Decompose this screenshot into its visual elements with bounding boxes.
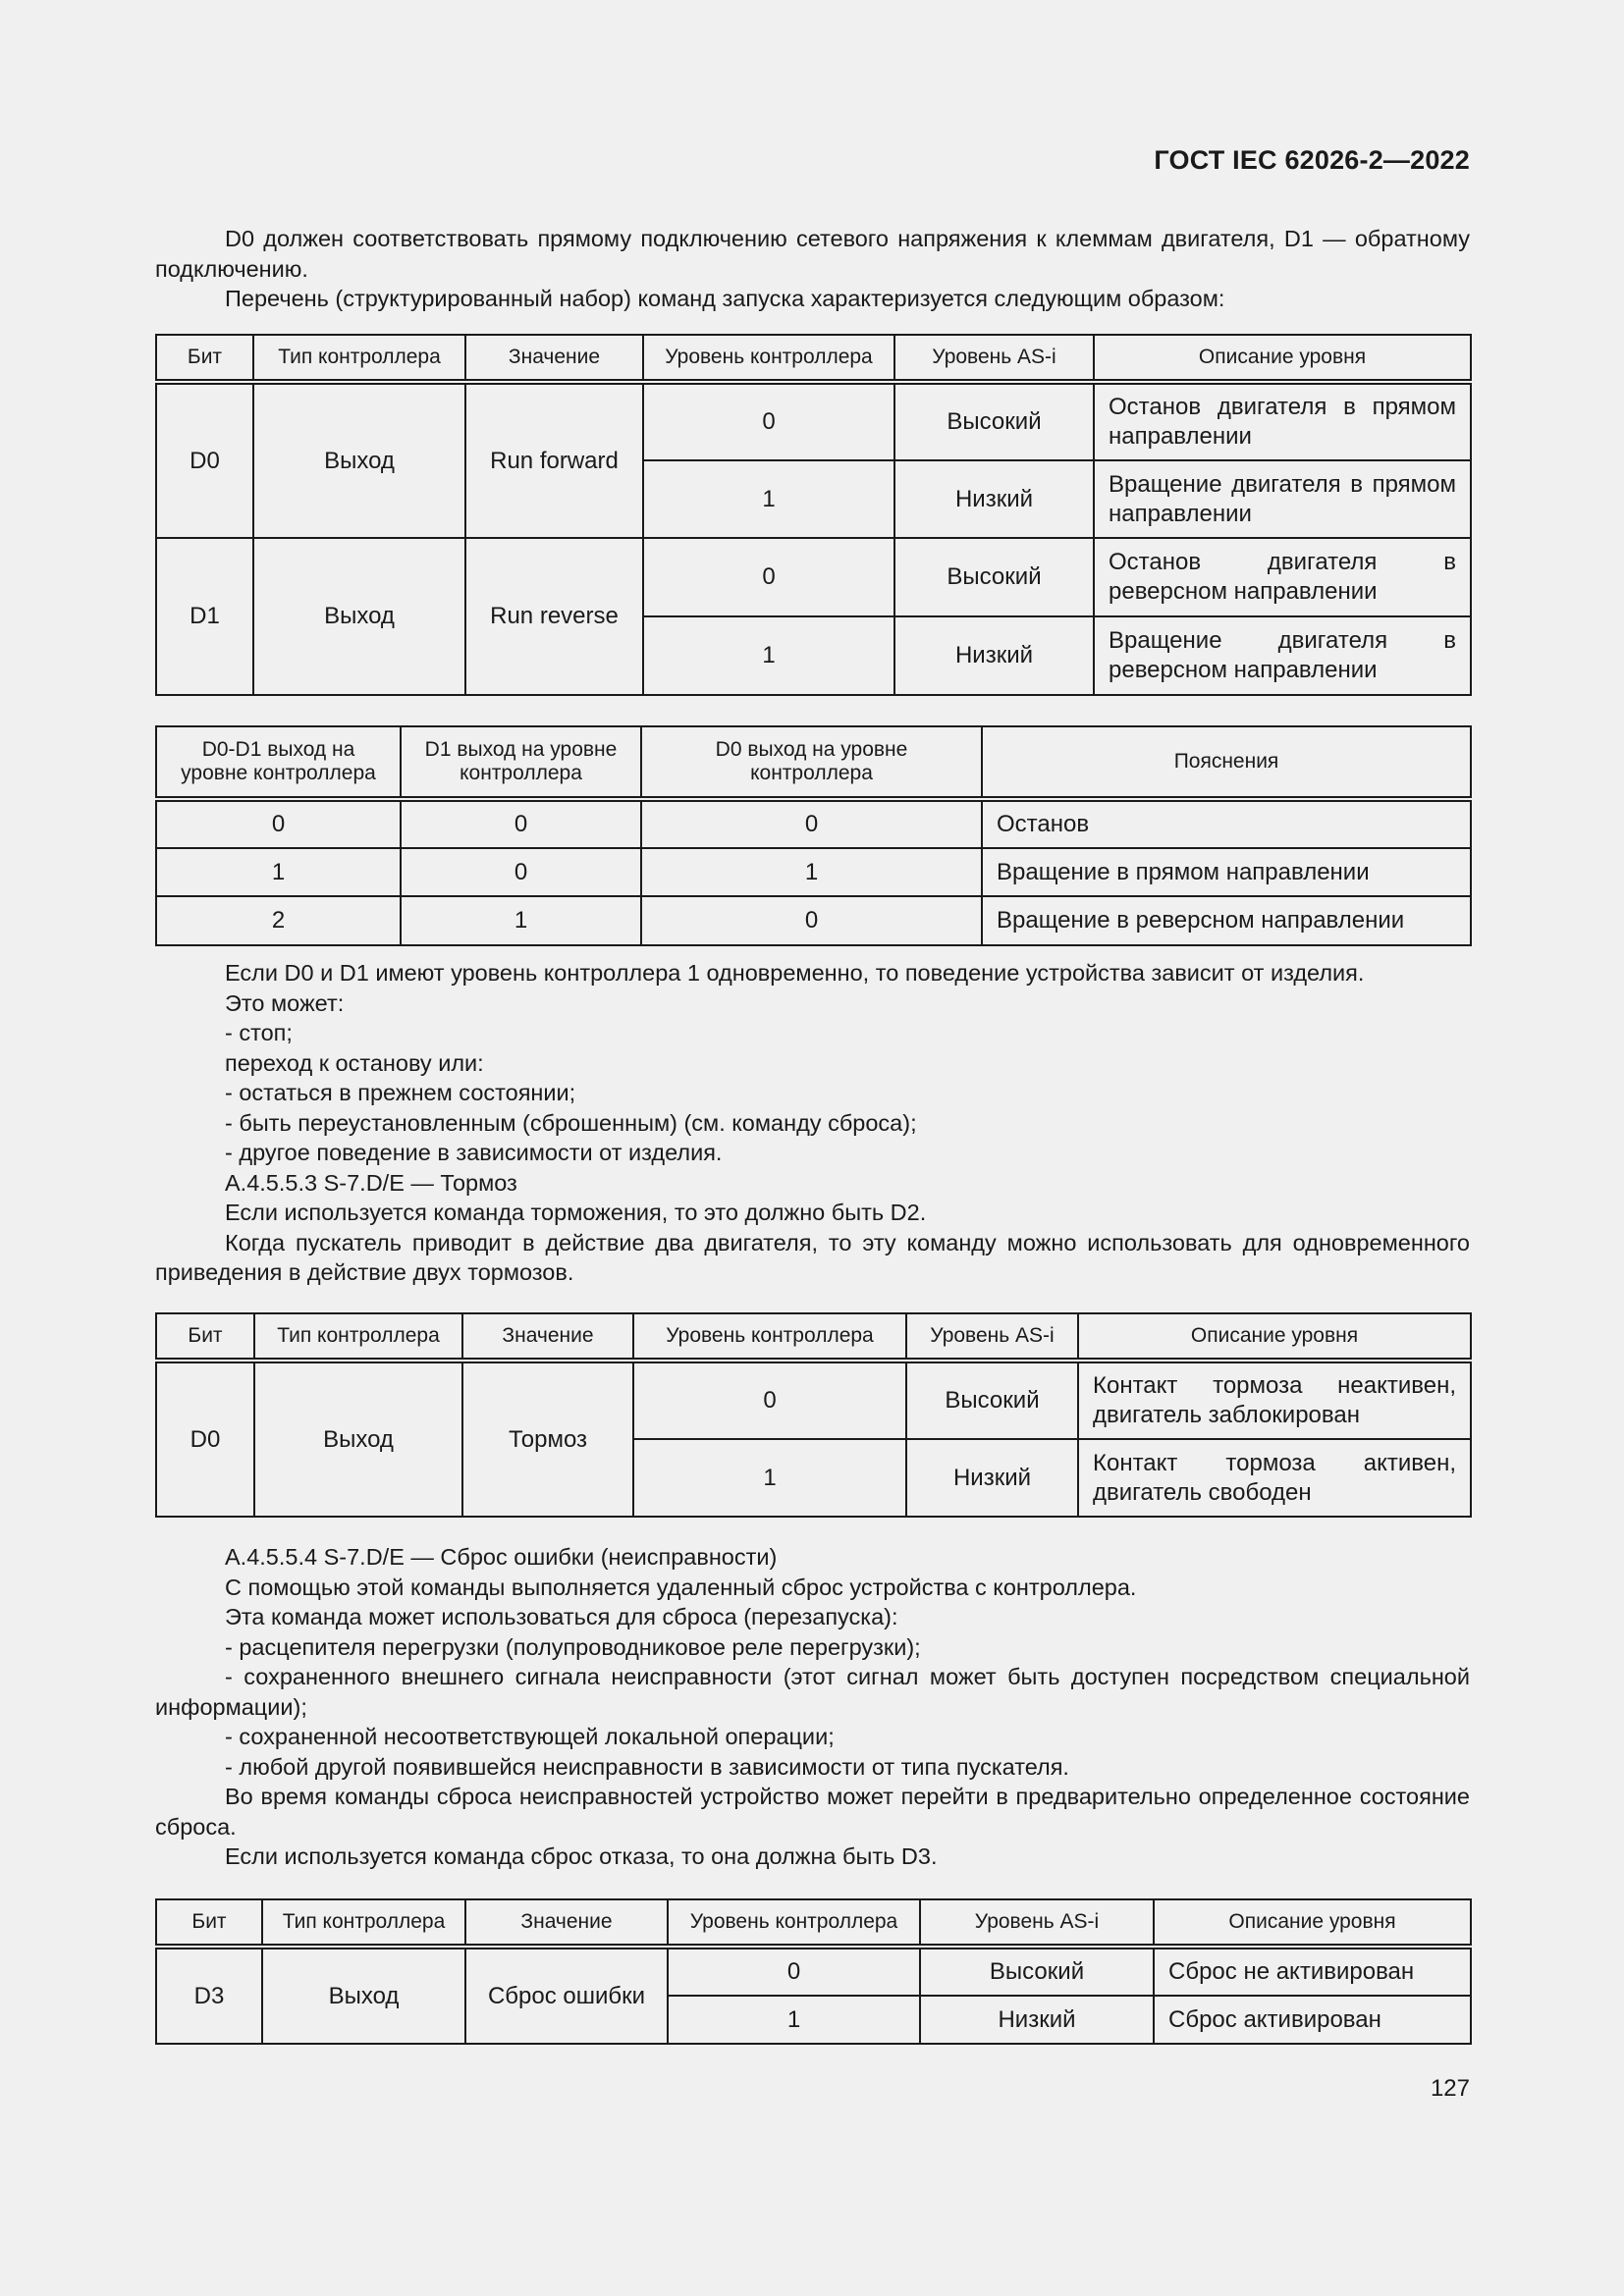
explanation-cell: Останов bbox=[982, 799, 1471, 848]
brake-command-table bbox=[155, 1312, 1472, 1518]
asi-level-cell: Высокий bbox=[906, 1361, 1078, 1439]
bit-cell: D0 bbox=[156, 382, 253, 538]
column-header: Уровень контроллера bbox=[633, 1313, 906, 1361]
asi-level-cell: Высокий bbox=[894, 382, 1094, 460]
bit-cell: D0 bbox=[156, 1361, 254, 1517]
asi-level-cell: Высокий bbox=[894, 538, 1094, 616]
paragraph: Если используется команда торможения, то это должно быть D2. bbox=[225, 1200, 927, 1225]
table-row bbox=[156, 382, 1471, 460]
controller-level-cell: 0 bbox=[643, 382, 894, 460]
controller-level-cell: 0 bbox=[643, 538, 894, 616]
level-description-cell: Контакт тормоза неактивен, двигатель заблокирован bbox=[1078, 1361, 1471, 1439]
column-header: Тип контроллера bbox=[253, 335, 465, 382]
list-item: - любой другой появившейся неисправности в зависимости от типа пускателя. bbox=[225, 1753, 1069, 1780]
table-cell: 1 bbox=[641, 848, 982, 896]
section-heading: А.4.5.5.4 S-7.D/E — Сброс ошибки (неисправности) bbox=[225, 1544, 778, 1570]
column-header: Описание уровня bbox=[1154, 1899, 1471, 1947]
paragraph: D0 должен соответствовать прямому подключению сетевого напряжения к клеммам двигателя, D1 — обратному подключению. bbox=[155, 226, 1470, 282]
start-commands-table bbox=[155, 334, 1472, 696]
controller-level-cell: 1 bbox=[668, 1996, 920, 2044]
column-header: Уровень контроллера bbox=[643, 335, 894, 382]
list-item: - другое поведение в зависимости от изделия. bbox=[225, 1140, 723, 1165]
table-row bbox=[156, 896, 1471, 945]
level-description-cell: Контакт тормоза активен, двигатель свободен bbox=[1078, 1439, 1471, 1517]
controller-level-cell: 1 bbox=[633, 1439, 906, 1517]
middle-section bbox=[155, 958, 1470, 1288]
controller-level-cell: 0 bbox=[668, 1947, 920, 1996]
table-header-row bbox=[156, 335, 1471, 382]
level-description-cell: Сброс активирован bbox=[1154, 1996, 1471, 2044]
column-header: D0 выход на уровне контроллера bbox=[641, 726, 982, 799]
table-cell: 0 bbox=[641, 896, 982, 945]
paragraph: Эта команда может использоваться для сброса (перезапуска): bbox=[225, 1604, 898, 1629]
asi-level-cell: Высокий bbox=[920, 1947, 1154, 1996]
bit-cell: D3 bbox=[156, 1947, 262, 2044]
paragraph: Когда пускатель приводит в действие два двигателя, то эту команду можно использовать для одновременного приведения в действие двух тормозов. bbox=[155, 1229, 1470, 1285]
list-item: - расцепителя перегрузки (полупроводниковое реле перегрузки); bbox=[225, 1633, 921, 1660]
value-cell: Run reverse bbox=[465, 538, 643, 695]
column-header: Значение bbox=[462, 1313, 633, 1361]
fault-reset-table bbox=[155, 1898, 1472, 2045]
page-number: 127 bbox=[1430, 2075, 1470, 2102]
explanation-cell: Вращение в реверсном направлении bbox=[982, 896, 1471, 945]
column-header: D1 выход на уровне контроллера bbox=[401, 726, 641, 799]
column-header: Бит bbox=[156, 1899, 262, 1947]
paragraph: Если используется команда сброс отказа, то она должна быть D3. bbox=[225, 1843, 938, 1869]
table-cell: 0 bbox=[401, 848, 641, 896]
column-header: Уровень AS-i bbox=[906, 1313, 1078, 1361]
paragraph: переход к останову или: bbox=[225, 1049, 484, 1076]
table-cell: 1 bbox=[156, 848, 401, 896]
table-row bbox=[156, 538, 1471, 616]
column-header: Уровень AS-i bbox=[920, 1899, 1154, 1947]
paragraph: Перечень (структурированный набор) команд запуска характеризуется следующим образом: bbox=[225, 286, 1225, 311]
lower-section bbox=[155, 1542, 1470, 1872]
value-cell: Тормоз bbox=[462, 1361, 633, 1517]
value-cell: Сброс ошибки bbox=[465, 1947, 668, 2044]
controller-level-cell: 0 bbox=[633, 1361, 906, 1439]
column-header: Пояснения bbox=[982, 726, 1471, 799]
table-row bbox=[156, 848, 1471, 896]
table-cell: 1 bbox=[401, 896, 641, 945]
list-item: - остаться в прежнем состоянии; bbox=[225, 1080, 576, 1105]
value-cell: Run forward bbox=[465, 382, 643, 538]
table-cell: 0 bbox=[641, 799, 982, 848]
bit-cell: D1 bbox=[156, 538, 253, 695]
controller-level-cell: 1 bbox=[643, 616, 894, 695]
section-heading: А.4.5.5.3 S-7.D/E — Тормоз bbox=[225, 1169, 517, 1196]
list-item: - сохраненной несоответствующей локальной операции; bbox=[225, 1724, 835, 1749]
table-row bbox=[156, 1947, 1471, 1996]
table-header-row bbox=[156, 726, 1471, 799]
level-description-cell: Останов двигателя в реверсном направлении bbox=[1094, 538, 1471, 616]
explanation-cell: Вращение в прямом направлении bbox=[982, 848, 1471, 896]
table-cell: 0 bbox=[156, 799, 401, 848]
paragraph: Во время команды сброса неисправностей устройство может перейти в предварительно определенное состояние сброса. bbox=[155, 1784, 1470, 1840]
column-header: Тип контроллера bbox=[254, 1313, 462, 1361]
column-header: Описание уровня bbox=[1094, 335, 1471, 382]
asi-level-cell: Низкий bbox=[920, 1996, 1154, 2044]
column-header: Бит bbox=[156, 1313, 254, 1361]
table-row bbox=[156, 1361, 1471, 1439]
column-header: Описание уровня bbox=[1078, 1313, 1471, 1361]
table-row bbox=[156, 799, 1471, 848]
intro-section bbox=[155, 224, 1470, 314]
list-item: - быть переустановленным (сброшенным) (см. команду сброса); bbox=[225, 1109, 917, 1136]
column-header: Уровень AS-i bbox=[894, 335, 1094, 382]
output-combinations-table bbox=[155, 725, 1472, 946]
column-header: Бит bbox=[156, 335, 253, 382]
level-description-cell: Вращение двигателя в реверсном направлении bbox=[1094, 616, 1471, 695]
controller-type-cell: Выход bbox=[253, 538, 465, 695]
asi-level-cell: Низкий bbox=[906, 1439, 1078, 1517]
list-item: - стоп; bbox=[225, 1020, 293, 1045]
controller-type-cell: Выход bbox=[254, 1361, 462, 1517]
column-header: Значение bbox=[465, 335, 643, 382]
level-description-cell: Сброс не активирован bbox=[1154, 1947, 1471, 1996]
column-header: Уровень контроллера bbox=[668, 1899, 920, 1947]
controller-type-cell: Выход bbox=[253, 382, 465, 538]
document-header: ГОСТ IEC 62026-2—2022 bbox=[1154, 145, 1470, 175]
controller-level-cell: 1 bbox=[643, 460, 894, 538]
asi-level-cell: Низкий bbox=[894, 460, 1094, 538]
table-cell: 0 bbox=[401, 799, 641, 848]
column-header: D0-D1 выход на уровне контроллера bbox=[156, 726, 401, 799]
paragraph: С помощью этой команды выполняется удаленный сброс устройства с контроллера. bbox=[225, 1574, 1137, 1600]
column-header: Значение bbox=[465, 1899, 668, 1947]
table-cell: 2 bbox=[156, 896, 401, 945]
paragraph: Если D0 и D1 имеют уровень контроллера 1 одновременно, то поведение устройства зависит от изделия. bbox=[225, 960, 1365, 986]
paragraph: Это может: bbox=[225, 989, 345, 1016]
table-header-row bbox=[156, 1899, 1471, 1947]
level-description-cell: Останов двигателя в прямом направлении bbox=[1094, 382, 1471, 460]
controller-type-cell: Выход bbox=[262, 1947, 465, 2044]
list-item: - сохраненного внешнего сигнала неисправности (этот сигнал может быть доступен посредством специальной информации); bbox=[155, 1664, 1470, 1720]
table-header-row bbox=[156, 1313, 1471, 1361]
asi-level-cell: Низкий bbox=[894, 616, 1094, 695]
column-header: Тип контроллера bbox=[262, 1899, 465, 1947]
level-description-cell: Вращение двигателя в прямом направлении bbox=[1094, 460, 1471, 538]
